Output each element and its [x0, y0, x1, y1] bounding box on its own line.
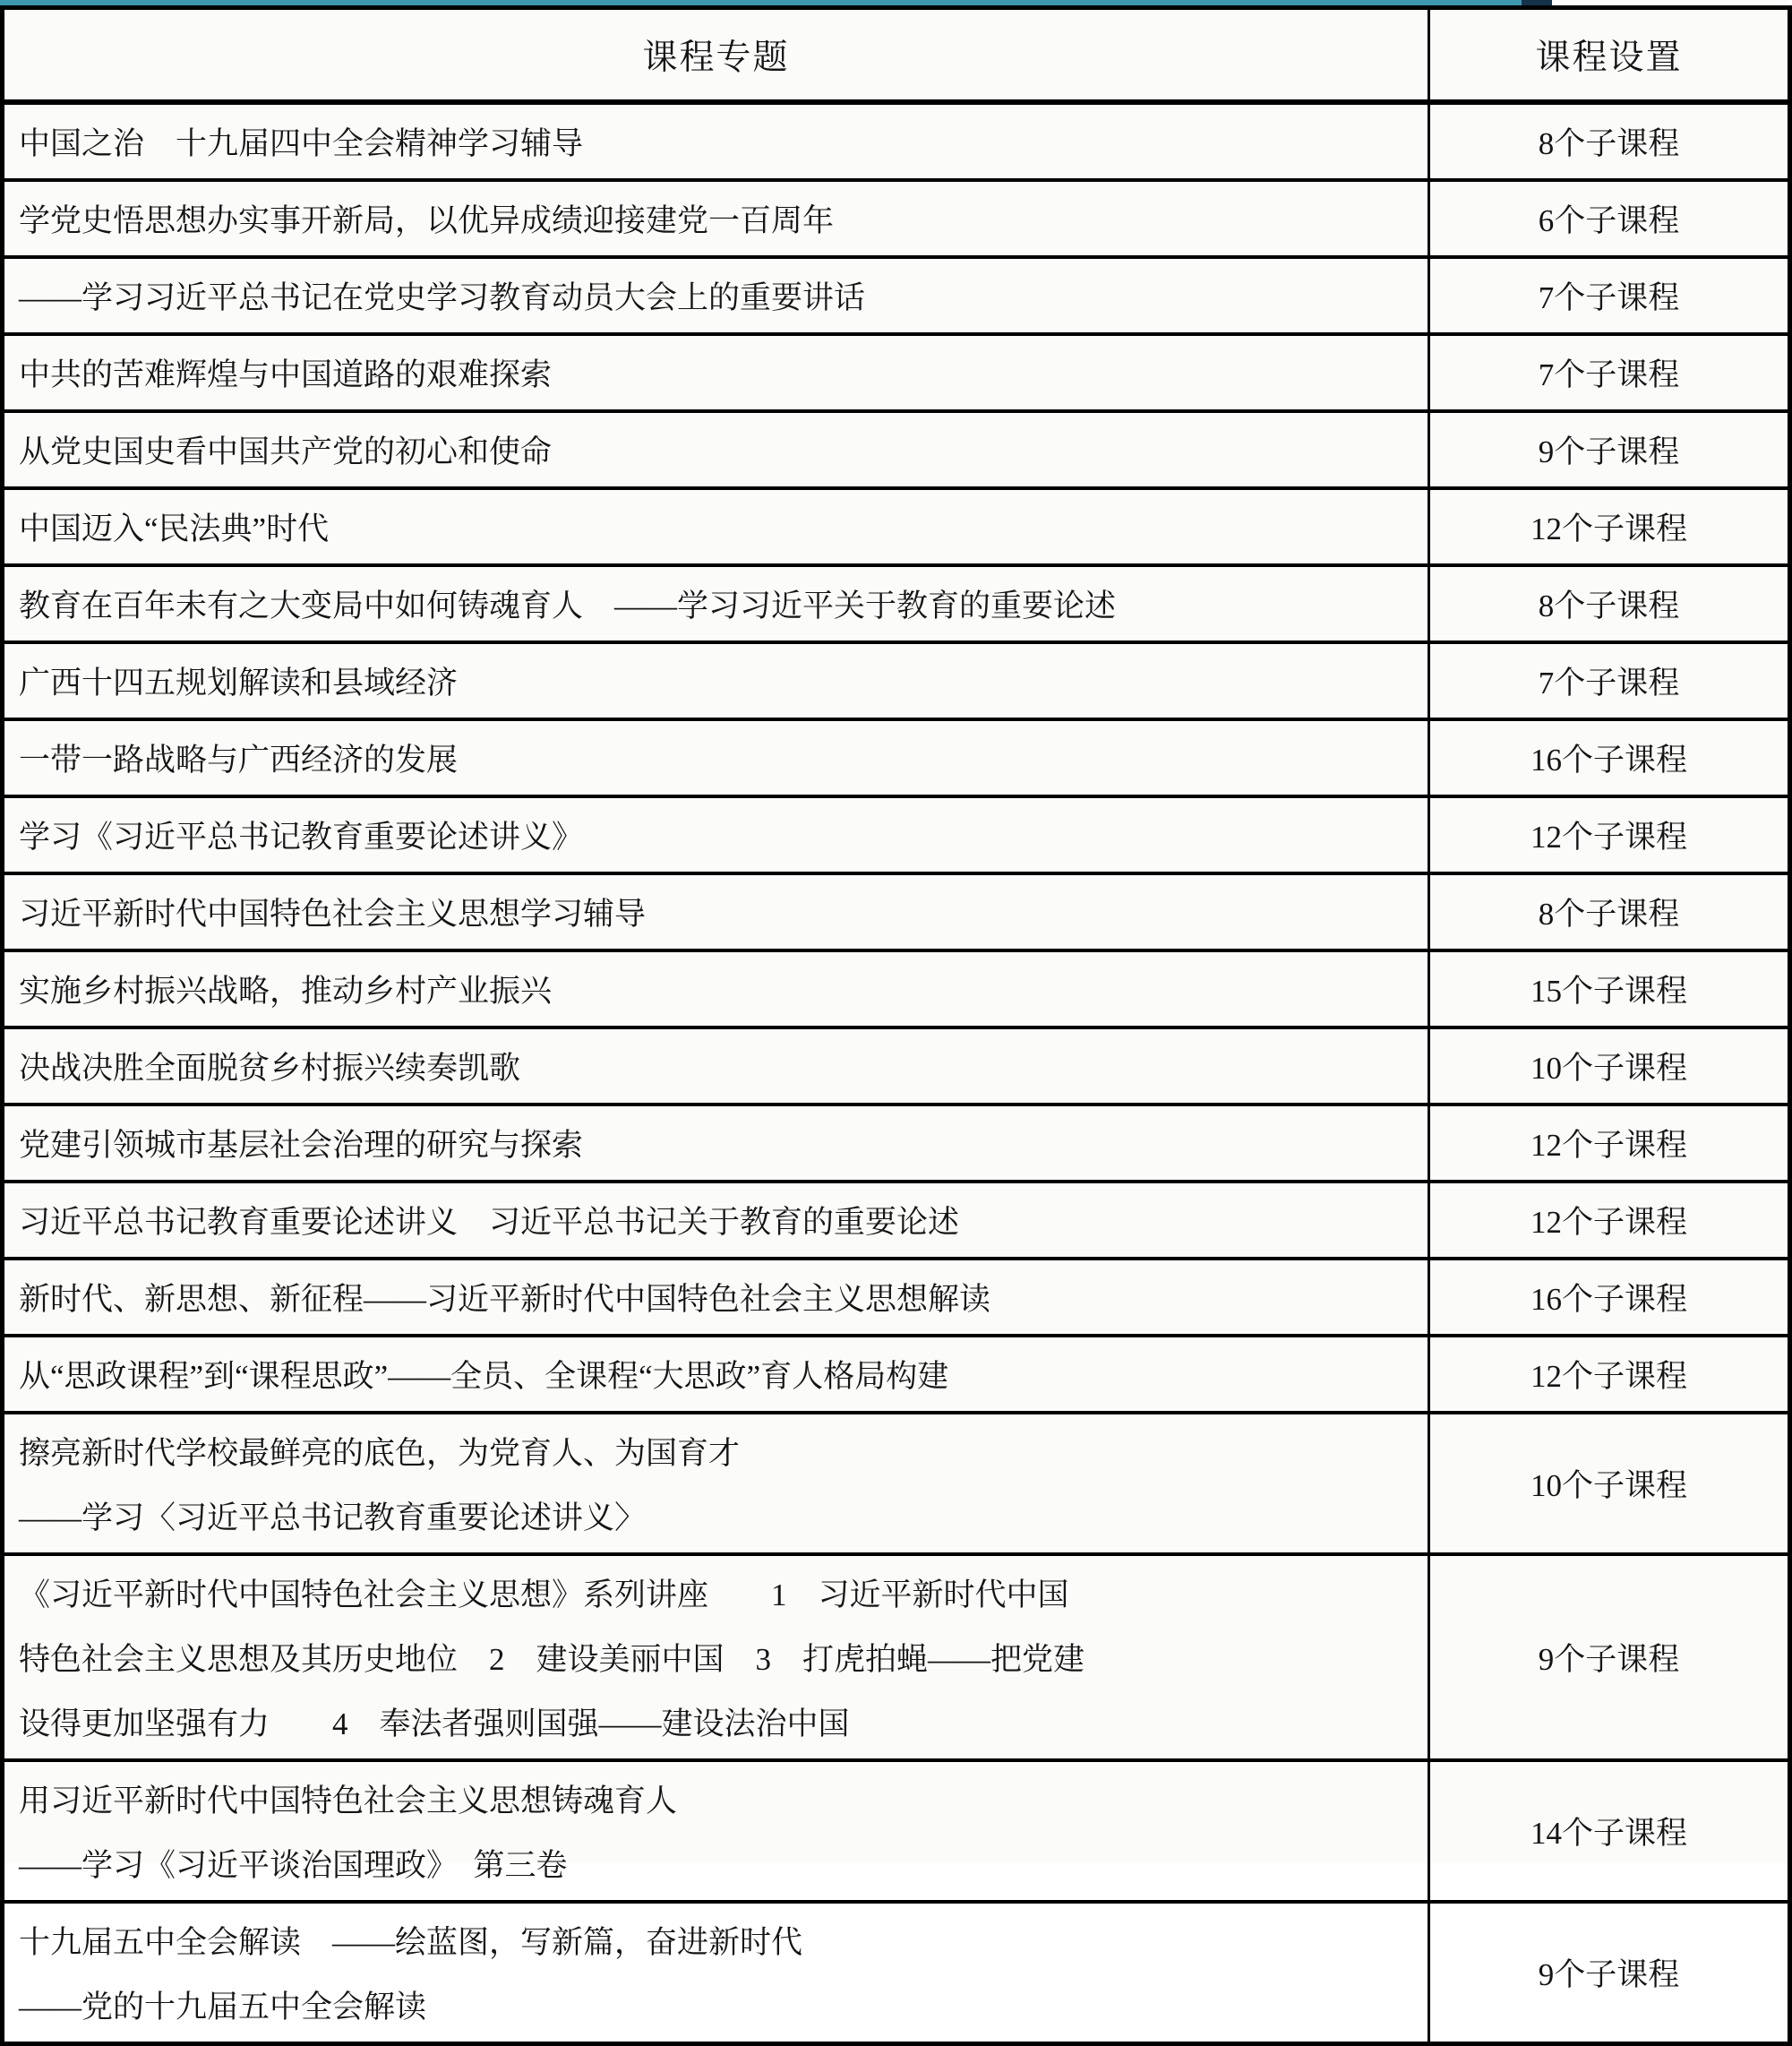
course-topic-line: 习近平新时代中国特色社会主义思想学习辅导	[19, 897, 647, 932]
course-topic-line: 广西十四五规划解读和县域经济	[19, 666, 459, 701]
course-topic-cell	[3, 565, 1429, 642]
course-topic-cell	[3, 102, 1429, 180]
table-row	[3, 642, 1790, 719]
course-topic-cell	[3, 950, 1429, 1027]
course-topic-line: 《习近平新时代中国特色社会主义思想》系列讲座 1 习近平新时代中国	[19, 1577, 1069, 1612]
course-topic-line: 学党史悟思想办实事开新局，以优异成绩迎接建党一百周年	[19, 203, 835, 238]
table-row	[3, 257, 1790, 334]
course-topic-cell	[3, 1760, 1429, 1902]
course-count-cell: 6个子课程	[1429, 180, 1790, 257]
course-count-cell: 9个子课程	[1429, 1902, 1790, 2044]
course-topic-line: 中国之治 十九届四中全会精神学习辅导	[19, 126, 584, 161]
course-count-cell: 8个子课程	[1429, 565, 1790, 642]
course-count-cell: 8个子课程	[1429, 873, 1790, 950]
course-count-cell: 12个子课程	[1429, 1182, 1790, 1259]
table-row	[3, 334, 1790, 411]
course-topic-line: 实施乡村振兴战略，推动乡村产业振兴	[19, 974, 553, 1009]
table-row	[3, 411, 1790, 488]
header-row	[3, 8, 1790, 103]
course-topic-line: 从党史国史看中国共产党的初心和使命	[19, 434, 553, 469]
column-header-count: 课程设置	[1429, 8, 1790, 103]
course-count-cell: 12个子课程	[1429, 1105, 1790, 1182]
course-count-cell: 9个子课程	[1429, 411, 1790, 488]
table-row	[3, 1105, 1790, 1182]
course-count-cell: 12个子课程	[1429, 488, 1790, 565]
course-topic-cell	[3, 488, 1429, 565]
course-topic-line: 从“思政课程”到“课程思政”——全员、全课程“大思政”育人格局构建	[19, 1359, 949, 1394]
course-topic-line: 决战决胜全面脱贫乡村振兴续奏凯歌	[19, 1051, 521, 1086]
table-row	[3, 873, 1790, 950]
course-topic-cell	[3, 411, 1429, 488]
table-row	[3, 1760, 1790, 1902]
course-count-cell: 10个子课程	[1429, 1413, 1790, 1554]
course-topic-cell	[3, 796, 1429, 873]
table-row	[3, 1902, 1790, 2044]
course-topic-cell	[3, 1413, 1429, 1554]
table-row	[3, 1413, 1790, 1554]
course-topic-line: 擦亮新时代学校最鲜亮的底色，为党育人、为国育才	[19, 1436, 741, 1471]
course-topic-line: ——学习习近平总书记在党史学习教育动员大会上的重要讲话	[19, 280, 866, 315]
table-row	[3, 950, 1790, 1027]
course-topic-cell	[3, 1027, 1429, 1105]
course-topic-line: 中国迈入“民法典”时代	[19, 512, 330, 546]
course-topic-cell	[3, 1554, 1429, 1760]
course-topic-cell	[3, 719, 1429, 796]
column-header-topic: 课程专题	[3, 8, 1429, 103]
course-topic-line: 用习近平新时代中国特色社会主义思想铸魂育人	[19, 1784, 678, 1818]
course-topic-cell	[3, 1105, 1429, 1182]
table-row	[3, 719, 1790, 796]
course-count-cell: 16个子课程	[1429, 1259, 1790, 1336]
course-topic-line: ——党的十九届五中全会解读	[19, 1990, 427, 2025]
table-row	[3, 565, 1790, 642]
course-topic-cell	[3, 642, 1429, 719]
course-topic-line: ——学习《习近平谈治国理政》 第三卷	[19, 1848, 568, 1883]
table-row	[3, 1336, 1790, 1413]
table-row	[3, 180, 1790, 257]
course-count-cell: 15个子课程	[1429, 950, 1790, 1027]
course-topic-line: 教育在百年未有之大变局中如何铸魂育人 ——学习习近平关于教育的重要论述	[19, 589, 1117, 623]
table-row	[3, 1027, 1790, 1105]
table-row	[3, 488, 1790, 565]
course-topic-cell	[3, 873, 1429, 950]
table-row	[3, 102, 1790, 180]
course-topic-cell	[3, 334, 1429, 411]
table-body	[3, 102, 1790, 2044]
course-count-cell: 16个子课程	[1429, 719, 1790, 796]
course-topic-cell	[3, 257, 1429, 334]
course-topic-line: ——学习〈习近平总书记教育重要论述讲义〉	[19, 1500, 647, 1535]
course-topic-line: 设得更加坚强有力 4 奉法者强则国强——建设法治中国	[19, 1706, 850, 1741]
course-count-cell: 12个子课程	[1429, 1336, 1790, 1413]
course-count-cell: 7个子课程	[1429, 642, 1790, 719]
course-table	[0, 5, 1792, 2046]
course-topic-line: 党建引领城市基层社会治理的研究与探索	[19, 1128, 584, 1163]
course-topic-line: 中共的苦难辉煌与中国道路的艰难探索	[19, 357, 553, 392]
course-topic-cell	[3, 1902, 1429, 2044]
course-topic-line: 特色社会主义思想及其历史地位 2 建设美丽中国 3 打虎拍蝇——把党建	[19, 1642, 1085, 1677]
course-topic-line: 新时代、新思想、新征程——习近平新时代中国特色社会主义思想解读	[19, 1282, 991, 1317]
course-topic-line: 学习《习近平总书记教育重要论述讲义》	[19, 820, 584, 855]
table-row	[3, 1182, 1790, 1259]
course-count-cell: 8个子课程	[1429, 102, 1790, 180]
course-topic-cell	[3, 1259, 1429, 1336]
table-row	[3, 1554, 1790, 1760]
course-topic-cell	[3, 1336, 1429, 1413]
course-topic-cell	[3, 1182, 1429, 1259]
table-row	[3, 796, 1790, 873]
course-topic-line: 一带一路战略与广西经济的发展	[19, 743, 459, 778]
course-count-cell: 12个子课程	[1429, 796, 1790, 873]
course-count-cell: 7个子课程	[1429, 334, 1790, 411]
table-row	[3, 1259, 1790, 1336]
course-count-cell: 14个子课程	[1429, 1760, 1790, 1902]
course-topic-line: 十九届五中全会解读 ——绘蓝图，写新篇，奋进新时代	[19, 1925, 803, 1960]
course-count-cell: 10个子课程	[1429, 1027, 1790, 1105]
course-topic-line: 习近平总书记教育重要论述讲义 习近平总书记关于教育的重要论述	[19, 1205, 960, 1240]
course-topic-cell	[3, 180, 1429, 257]
course-count-cell: 7个子课程	[1429, 257, 1790, 334]
course-count-cell: 9个子课程	[1429, 1554, 1790, 1760]
